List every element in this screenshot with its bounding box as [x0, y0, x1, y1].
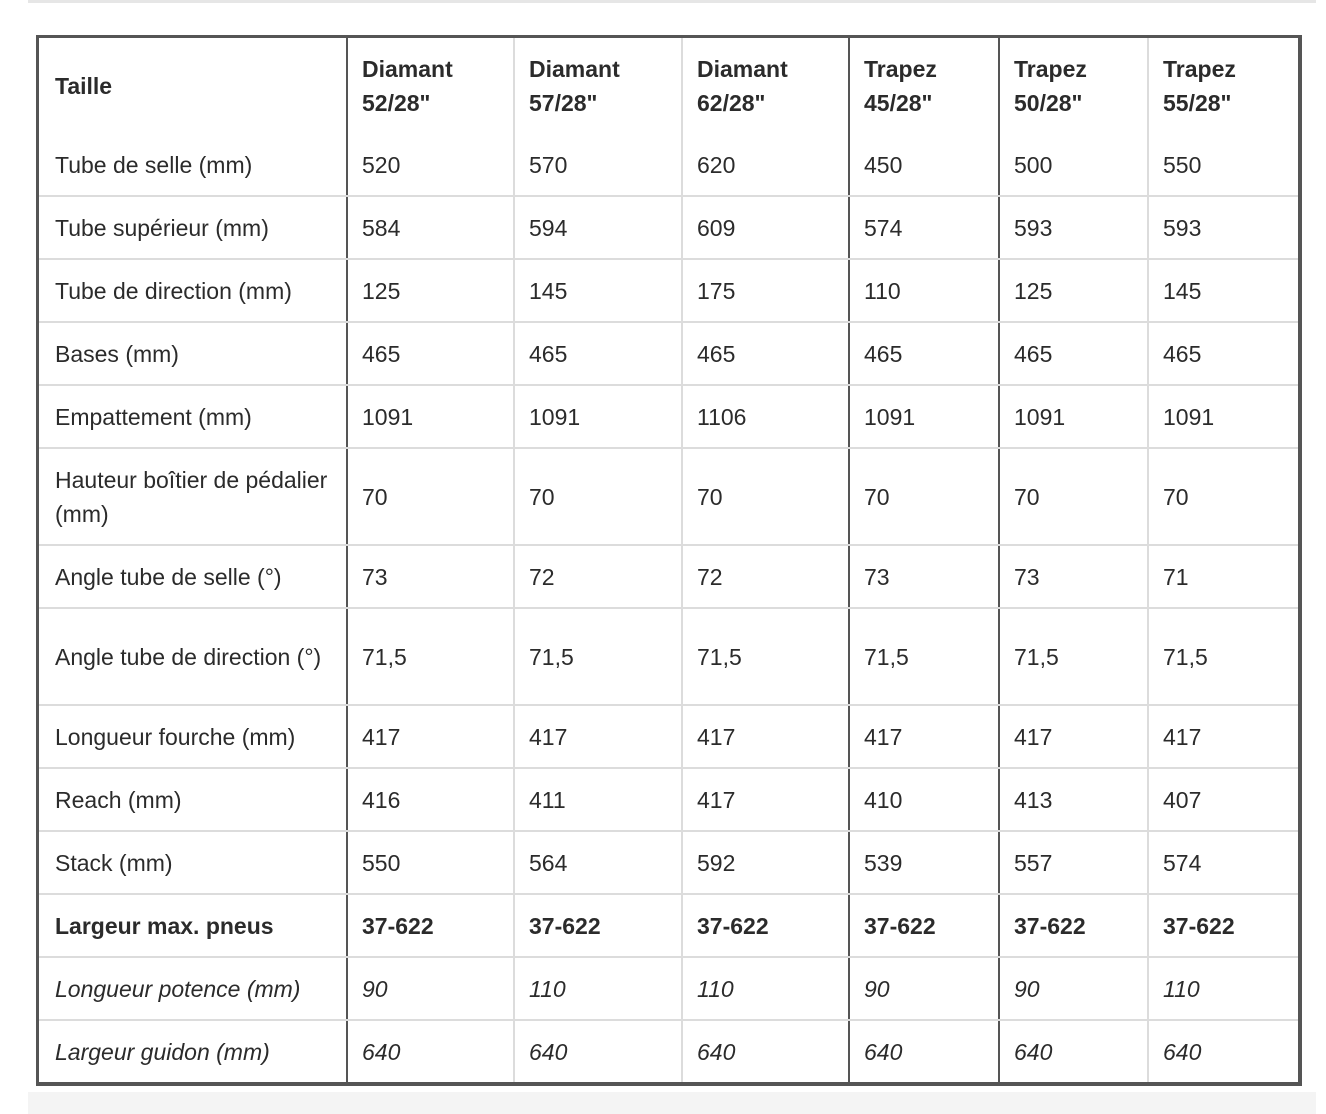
- cell: 37-622: [514, 894, 682, 957]
- cell: 110: [514, 957, 682, 1020]
- cell: 550: [1148, 134, 1298, 196]
- cell: 416: [347, 768, 514, 831]
- cell: 465: [999, 322, 1148, 385]
- cell: 125: [347, 259, 514, 322]
- cell: 71,5: [682, 608, 849, 705]
- cell: 500: [999, 134, 1148, 196]
- row-reach: [39, 768, 1298, 831]
- row-chainstays: [39, 322, 1298, 385]
- row-label: Longueur fourche (mm): [39, 705, 347, 768]
- cell: 640: [999, 1020, 1148, 1082]
- row-top-tube: [39, 196, 1298, 259]
- row-head-angle: [39, 608, 1298, 705]
- cell: 520: [347, 134, 514, 196]
- cell: 110: [682, 957, 849, 1020]
- cell: 1091: [1148, 385, 1298, 448]
- cell: 640: [1163, 1038, 1202, 1065]
- row-seat-tube: [39, 134, 1298, 196]
- cell: 37-622: [999, 894, 1148, 957]
- cell: 609: [682, 196, 849, 259]
- header-diamant-57: Diamant 57/28": [514, 38, 682, 134]
- row-label: Longueur potence (mm): [39, 957, 347, 1020]
- cell: 417: [682, 705, 849, 768]
- cell: 72: [682, 545, 849, 608]
- cell: 70: [999, 448, 1148, 545]
- cell: 71,5: [514, 608, 682, 705]
- cell: 592: [682, 831, 849, 894]
- cell: 417: [1148, 705, 1298, 768]
- cell: 557: [999, 831, 1148, 894]
- row-label: Tube de direction (mm): [39, 259, 347, 322]
- cell: 417: [514, 705, 682, 768]
- row-seat-angle: [39, 545, 1298, 608]
- cell: 70: [347, 448, 514, 545]
- cell: 125: [999, 259, 1148, 322]
- bottom-band: [28, 1092, 1316, 1114]
- cell: 110: [1148, 957, 1298, 1020]
- cell: 574: [1148, 831, 1298, 894]
- cell: 410: [849, 768, 999, 831]
- cell: 417: [999, 705, 1148, 768]
- cell: 70: [514, 448, 682, 545]
- cell: 71,5: [999, 608, 1148, 705]
- cell: 70: [682, 448, 849, 545]
- cell: 570: [514, 134, 682, 196]
- cell: 574: [849, 196, 999, 259]
- row-handlebar-width: [39, 1020, 1298, 1082]
- cell: 73: [849, 545, 999, 608]
- cell: 71,5: [347, 608, 514, 705]
- row-fork-length: [39, 705, 1298, 768]
- row-bb-height: [39, 448, 1298, 545]
- row-label: Largeur max. pneus: [39, 894, 347, 957]
- cell: 594: [514, 196, 682, 259]
- cell: 145: [514, 259, 682, 322]
- row-label: Empattement (mm): [39, 385, 347, 448]
- row-stem-length: [39, 957, 1298, 1020]
- cell: 465: [1148, 322, 1298, 385]
- cell: 90: [999, 957, 1148, 1020]
- geometry-table-frame: [36, 35, 1302, 1086]
- row-label: Hauteur boîtier de pédalier (mm): [39, 448, 347, 545]
- cell: 417: [347, 705, 514, 768]
- row-wheelbase: [39, 385, 1298, 448]
- row-label: Angle tube de direction (°): [39, 608, 347, 705]
- cell: 1091: [347, 385, 514, 448]
- cell: 584: [347, 196, 514, 259]
- row-max-tire-width: [39, 894, 1298, 957]
- cell: 110: [849, 259, 999, 322]
- header-trapez-45: Trapez 45/28": [849, 38, 999, 134]
- cell: 73: [347, 545, 514, 608]
- cell: 1106: [682, 385, 849, 448]
- cell: 71,5: [849, 608, 999, 705]
- cell: 417: [849, 705, 999, 768]
- cell: 450: [849, 134, 999, 196]
- header-diamant-62: Diamant 62/28": [682, 38, 849, 134]
- cell: 90: [849, 957, 999, 1020]
- cell: 73: [999, 545, 1148, 608]
- cell: 417: [682, 768, 849, 831]
- cell: 70: [1148, 448, 1298, 545]
- cell: 37-622: [849, 894, 999, 957]
- cell: 640: [849, 1020, 999, 1082]
- row-label: Largeur guidon (mm): [39, 1020, 347, 1082]
- cell: 593: [1148, 196, 1298, 259]
- row-label: Tube supérieur (mm): [39, 196, 347, 259]
- cell: 37-622: [347, 894, 514, 957]
- cell: 640: [682, 1020, 849, 1082]
- cell: 413: [999, 768, 1148, 831]
- cell: 465: [347, 322, 514, 385]
- top-divider: [28, 0, 1316, 3]
- cell: 145: [1148, 259, 1298, 322]
- cell: 72: [514, 545, 682, 608]
- row-label: Tube de selle (mm): [39, 134, 347, 196]
- header-diamant-52: Diamant 52/28": [347, 38, 514, 134]
- cell: 37-622: [1148, 894, 1298, 957]
- row-label: Angle tube de selle (°): [39, 545, 347, 608]
- cell: 90: [347, 957, 514, 1020]
- row-label: Bases (mm): [39, 322, 347, 385]
- cell: 407: [1148, 768, 1298, 831]
- header-size-label: Taille: [39, 38, 347, 134]
- cell: 539: [849, 831, 999, 894]
- header-trapez-55: Trapez 55/28": [1163, 56, 1236, 116]
- row-label: Stack (mm): [39, 831, 347, 894]
- row-head-tube: [39, 259, 1298, 322]
- header-row: [39, 38, 1298, 134]
- cell: 640: [347, 1020, 514, 1082]
- cell: 593: [999, 196, 1148, 259]
- cell: 411: [514, 768, 682, 831]
- cell: 175: [682, 259, 849, 322]
- header-trapez-50: Trapez 50/28": [999, 38, 1148, 134]
- cell: 465: [849, 322, 999, 385]
- cell: 71: [1148, 545, 1298, 608]
- cell: 564: [514, 831, 682, 894]
- cell: 1091: [849, 385, 999, 448]
- cell: 37-622: [682, 894, 849, 957]
- row-stack: [39, 831, 1298, 894]
- cell: 1091: [999, 385, 1148, 448]
- cell: 465: [514, 322, 682, 385]
- cell: 620: [682, 134, 849, 196]
- cell: 71,5: [1148, 608, 1298, 705]
- geometry-table: [39, 38, 1298, 1082]
- cell: 1091: [514, 385, 682, 448]
- cell: 550: [347, 831, 514, 894]
- cell: 465: [682, 322, 849, 385]
- cell: 640: [514, 1020, 682, 1082]
- cell: 70: [849, 448, 999, 545]
- row-label: Reach (mm): [39, 768, 347, 831]
